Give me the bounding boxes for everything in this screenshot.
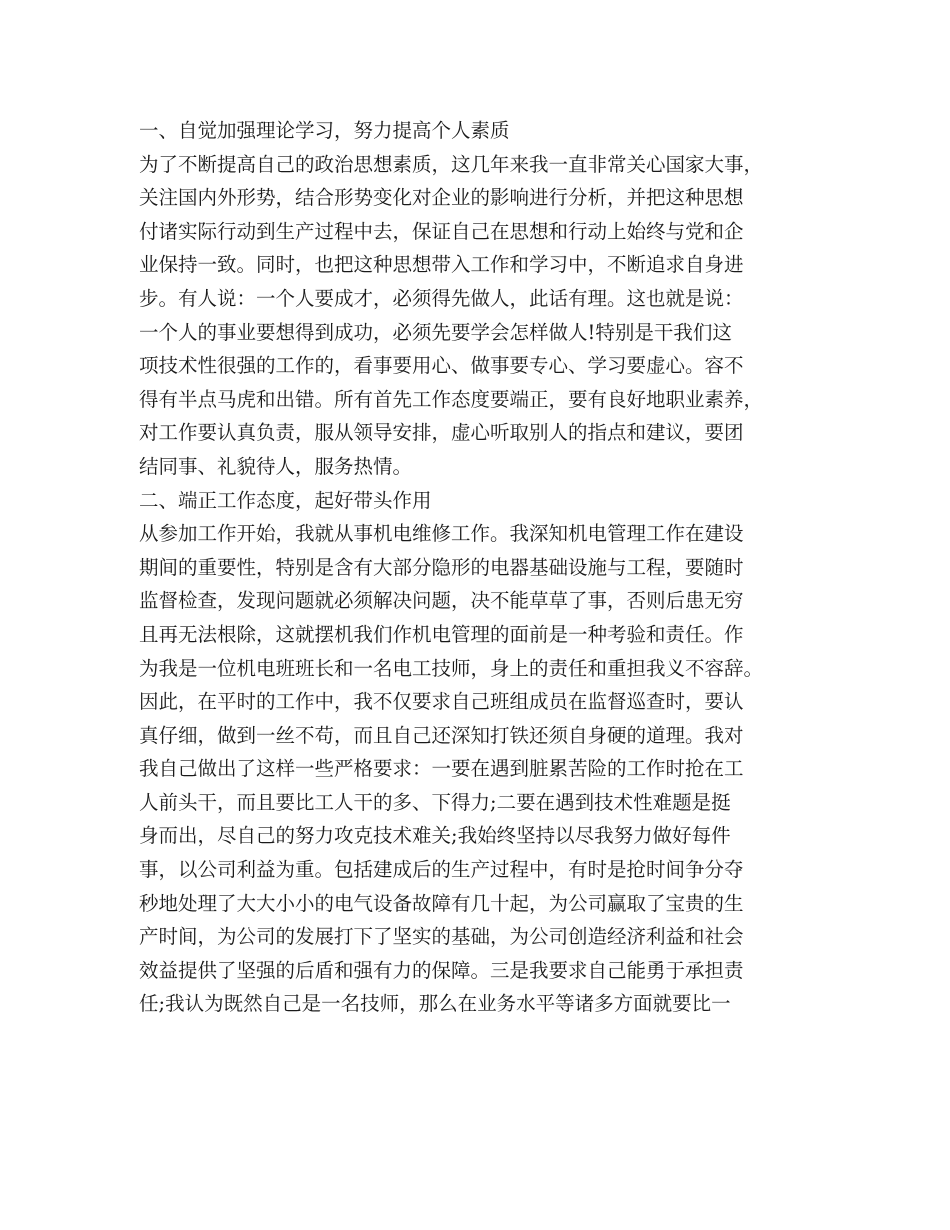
paragraph-line: 业保持一致。同时，也把这种思想带入工作和学习中，不断追求自身进 (139, 253, 744, 277)
paragraph-line: 秒地处理了大大小小的电气设备故障有几十起，为公司赢取了宝贵的生 (139, 891, 744, 915)
paragraph-line: 一个人的事业要想得到成功，必须先要学会怎样做人!特别是干我们这 (139, 320, 732, 344)
paragraph-line: 步。有人说：一个人要成才，必须得先做人，此话有理。这也就是说： (139, 286, 744, 310)
paragraph-line: 因此，在平时的工作中，我不仅要求自己班组成员在监督巡查时，要认 (139, 690, 744, 714)
paragraph-line: 结同事、礼貌待人，服务热情。 (139, 454, 413, 478)
paragraph-line: 监督检查，发现问题就必须解决问题，决不能草草了事，否则后患无穷 (139, 589, 744, 613)
document-body (139, 114, 819, 1021)
paragraph-line: 关注国内外形势，结合形势变化对企业的影响进行分析，并把这种思想 (139, 186, 744, 210)
section-heading-1: 一、自觉加强理论学习，努力提高个人素质 (139, 119, 510, 142)
paragraph-line: 事，以公司利益为重。包括建成后的生产过程中，有时是抢时间争分夺 (139, 858, 744, 882)
paragraph-line: 项技术性很强的工作的，看事要用心、做事要专心、学习要虚心。容不 (139, 354, 744, 378)
paragraph-line: 期间的重要性，特别是含有大部分隐形的电器基础设施与工程，要随时 (139, 555, 744, 579)
paragraph-line: 对工作要认真负责，服从领导安排，虚心听取别人的指点和建议，要团 (139, 421, 744, 445)
paragraph-line: 为了不断提高自己的政治思想素质，这几年来我一直非常关心国家大事， (139, 152, 764, 176)
paragraph-line: 效益提供了坚强的后盾和强有力的保障。三是我要求自己能勇于承担责 (139, 958, 744, 982)
paragraph-line: 产时间，为公司的发展打下了坚实的基础，为公司创造经济利益和社会 (139, 925, 744, 949)
paragraph-line: 付诸实际行动到生产过程中去，保证自己在思想和行动上始终与党和企 (139, 219, 744, 243)
paragraph-line: 为我是一位机电班班长和一名电工技师，身上的责任和重担我义不容辞。 (139, 656, 764, 680)
paragraph-line: 且再无法根除，这就摆机我们作机电管理的面前是一种考验和责任。作 (139, 622, 744, 646)
paragraph-line: 我自己做出了这样一些严格要求：一要在遇到脏累苦险的工作时抢在工 (139, 757, 744, 781)
section-heading-2: 二、端正工作态度，起好带头作用 (139, 488, 432, 512)
paragraph-line: 身而出，尽自己的努力攻克技术难关;我始终坚持以尽我努力做好每件 (139, 824, 731, 848)
paragraph-line: 任;我认为既然自己是一名技师，那么在业务水平等诸多方面就要比一 (139, 992, 731, 1016)
paragraph-line: 真仔细，做到一丝不苟，而且自己还深知打铁还须自身硬的道理。我对 (139, 723, 744, 747)
paragraph-line: 人前头干，而且要比工人干的多、下得力;二要在遇到技术性难题是挺 (139, 790, 731, 814)
paragraph-line: 得有半点马虎和出错。所有首先工作态度要端正，要有良好地职业素养， (139, 387, 764, 411)
paragraph-line: 从参加工作开始，我就从事机电维修工作。我深知机电管理工作在建设 (139, 522, 744, 546)
